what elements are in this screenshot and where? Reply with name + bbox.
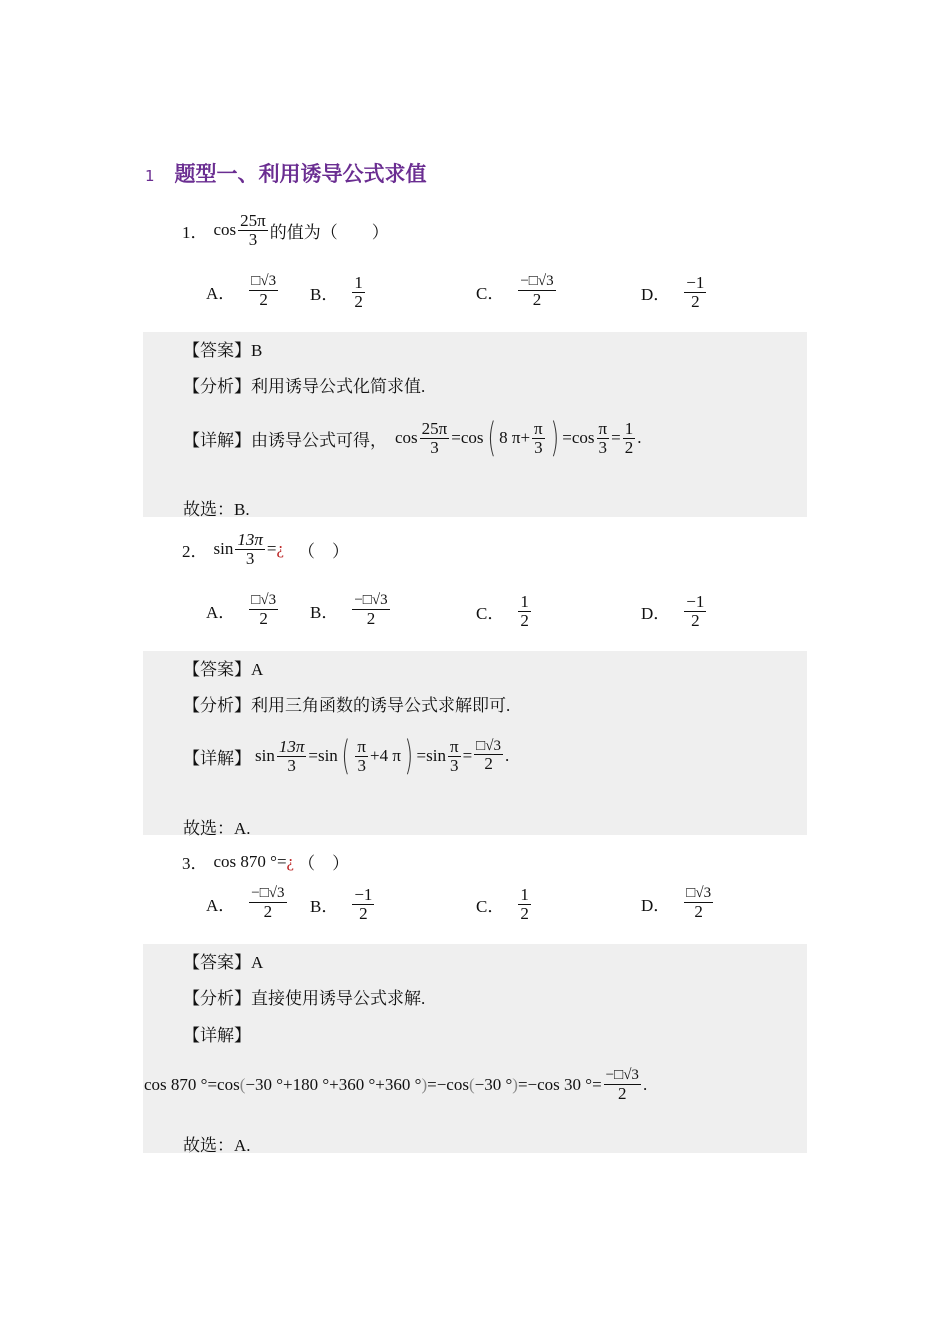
q2-option-c[interactable]: C． $\frac{1}{2}$ bbox=[476, 592, 529, 630]
q1-analysis: 【分析】利用诱导公式化简求值. bbox=[183, 377, 426, 396]
q3-option-a[interactable]: A． $\frac{-□√3}{2}$ bbox=[206, 885, 285, 921]
q1-answer: 【答案】B bbox=[183, 341, 263, 360]
math-fn: cos bbox=[213, 220, 237, 240]
q1-option-a[interactable]: A． $\frac{□√3}{2}$ bbox=[206, 273, 277, 309]
fraction: $\frac{25\pi}{3}$ bbox=[240, 211, 266, 249]
question-tail: 的值为（ ） bbox=[269, 222, 389, 242]
q3-analysis: 【分析】直接使用诱导公式求解. bbox=[183, 989, 426, 1008]
section-number: 1 bbox=[145, 167, 155, 185]
question-number: 3． bbox=[182, 854, 208, 873]
q3-detail-label: 【详解】 bbox=[183, 1026, 251, 1045]
q3-option-b[interactable]: B． $\frac{-1}{2}$ bbox=[310, 885, 373, 923]
q1-conclusion: 故选：B. bbox=[183, 500, 250, 519]
q1-option-d[interactable]: D． $\frac{-1}{2}$ bbox=[641, 273, 705, 311]
q2-option-b[interactable]: B． $\frac{-□√3}{2}$ bbox=[310, 592, 388, 628]
question-2-stem: 2． sin $\frac{13\pi}{3}$ = ¿ （ ） bbox=[182, 530, 350, 568]
q3-option-d[interactable]: D． $\frac{□√3}{2}$ bbox=[641, 885, 712, 921]
q1-option-c[interactable]: C． $\frac{-□√3}{2}$ bbox=[476, 273, 554, 309]
q2-detail: 【详解】 sin $\frac{13\pi}{3}$ =sin ( $\frac{\pi}{3}$ +4 π ) =sin $\frac{\pi}{3}$ = $\frac{□√3}{2}$ . bbox=[183, 733, 510, 779]
question-3-stem: 3． cos 870 °= ¿ （ ） bbox=[182, 849, 349, 874]
q2-option-d[interactable]: D． $\frac{-1}{2}$ bbox=[641, 592, 705, 630]
question-number: 1． bbox=[182, 222, 208, 242]
q2-analysis: 【分析】利用三角函数的诱导公式求解即可. bbox=[183, 696, 511, 715]
q3-option-c[interactable]: C． $\frac{1}{2}$ bbox=[476, 885, 529, 923]
q2-conclusion: 故选：A. bbox=[183, 819, 251, 838]
section-title: 题型一、利用诱导公式求值 bbox=[174, 162, 427, 186]
q2-answer: 【答案】A bbox=[183, 660, 264, 679]
q3-conclusion: 故选：A. bbox=[183, 1136, 251, 1155]
q2-option-a[interactable]: A． $\frac{□√3}{2}$ bbox=[206, 592, 277, 628]
q3-detail: cos 870 °=cos ( −30 °+180 °+360 °+360 ° ) =−cos ( −30 ° ) =−cos 30 °= $\frac{-□√3}{2}$ . bbox=[144, 1067, 648, 1103]
q1-option-b[interactable]: B． $\frac{1}{2}$ bbox=[310, 273, 363, 311]
section-heading bbox=[145, 158, 427, 188]
math-fn: sin bbox=[213, 539, 234, 559]
q1-detail: 【详解】由诱导公式可得， cos $\frac{25\pi}{3}$ =cos ( 8 π+ $\frac{\pi}{3}$ ) =cos $\frac{\pi}{3}$ = $\frac{1}{2}$ . bbox=[183, 415, 642, 461]
fraction: $\frac{13\pi}{3}$ bbox=[237, 530, 263, 568]
question-number: 2． bbox=[182, 541, 208, 561]
q3-answer: 【答案】A bbox=[183, 953, 264, 972]
question-1-stem bbox=[182, 212, 389, 249]
q3-solution-box bbox=[143, 944, 807, 1153]
